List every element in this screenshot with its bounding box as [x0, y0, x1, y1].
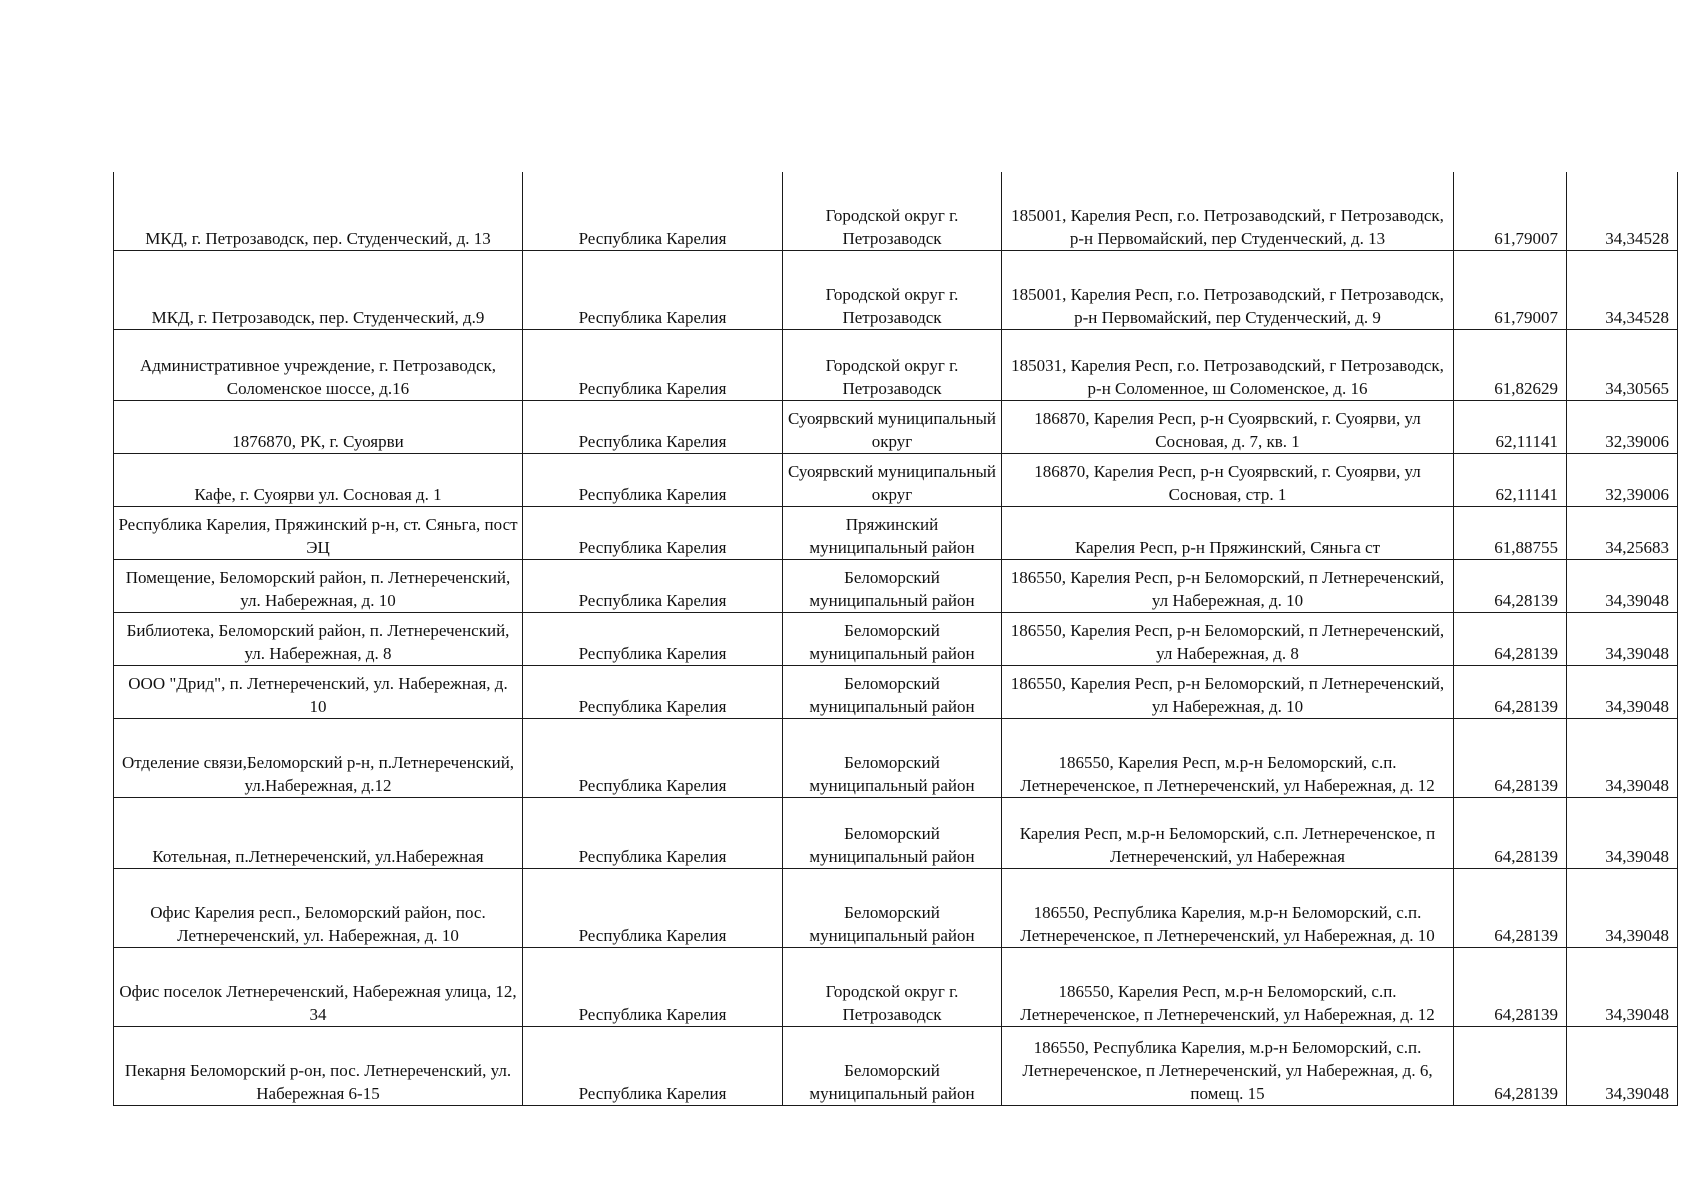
longitude-cell: 34,39048	[1567, 613, 1678, 666]
table-row	[114, 560, 1678, 613]
region-cell: Республика Карелия	[523, 251, 783, 330]
object-name-cell: Административное учреждение, г. Петрозаводск, Соломенское шоссе, д.16	[114, 330, 523, 401]
municipality-cell: Городской округ г. Петрозаводск	[783, 172, 1002, 251]
address-cell: 186550, Республика Карелия, м.р-н Беломорский, с.п. Летнереченское, п Летнереченский, ул Набережная, д. 6, помещ. 15	[1002, 1027, 1454, 1106]
table-row	[114, 869, 1678, 948]
longitude-cell: 34,39048	[1567, 719, 1678, 798]
region-cell: Республика Карелия	[523, 869, 783, 948]
longitude-cell: 34,39048	[1567, 798, 1678, 869]
latitude-cell: 61,82629	[1454, 330, 1567, 401]
object-name-cell: Помещение, Беломорский район, п. Летнереченский, ул. Набережная, д. 10	[114, 560, 523, 613]
longitude-cell: 34,39048	[1567, 869, 1678, 948]
object-name-cell: Офис поселок Летнереченский, Набережная улица, 12, 34	[114, 948, 523, 1027]
table-row	[114, 507, 1678, 560]
address-cell: 186550, Карелия Респ, м.р-н Беломорский, с.п. Летнереченское, п Летнереченский, ул Набережная, д. 12	[1002, 948, 1454, 1027]
address-cell: 185001, Карелия Респ, г.о. Петрозаводский, г Петрозаводск, р-н Первомайский, пер Студенческий, д. 13	[1002, 172, 1454, 251]
object-name-cell: МКД, г. Петрозаводск, пер. Студенческий, д.9	[114, 251, 523, 330]
latitude-cell: 61,79007	[1454, 172, 1567, 251]
address-cell: 185031, Карелия Респ, г.о. Петрозаводский, г Петрозаводск, р-н Соломенное, ш Соломенское, д. 16	[1002, 330, 1454, 401]
object-name-cell: Кафе, г. Суоярви ул. Сосновая д. 1	[114, 454, 523, 507]
object-name-cell: МКД, г. Петрозаводск, пер. Студенческий, д. 13	[114, 172, 523, 251]
table-row	[114, 666, 1678, 719]
region-cell: Республика Карелия	[523, 948, 783, 1027]
longitude-cell: 34,30565	[1567, 330, 1678, 401]
longitude-cell: 34,39048	[1567, 666, 1678, 719]
table-row	[114, 454, 1678, 507]
region-cell: Республика Карелия	[523, 613, 783, 666]
longitude-cell: 32,39006	[1567, 454, 1678, 507]
latitude-cell: 61,79007	[1454, 251, 1567, 330]
latitude-cell: 64,28139	[1454, 613, 1567, 666]
object-name-cell: Отделение связи,Беломорский р-н, п.Летнереченский, ул.Набережная, д.12	[114, 719, 523, 798]
municipality-cell: Беломорский муниципальный район	[783, 613, 1002, 666]
object-name-cell: 1876870, РК, г. Суоярви	[114, 401, 523, 454]
municipality-cell: Беломорский муниципальный район	[783, 869, 1002, 948]
address-cell: 186870, Карелия Респ, р-н Суоярвский, г. Суоярви, ул Сосновая, д. 7, кв. 1	[1002, 401, 1454, 454]
municipality-cell: Городской округ г. Петрозаводск	[783, 330, 1002, 401]
latitude-cell: 64,28139	[1454, 1027, 1567, 1106]
latitude-cell: 64,28139	[1454, 719, 1567, 798]
latitude-cell: 61,88755	[1454, 507, 1567, 560]
address-cell: 186550, Карелия Респ, р-н Беломорский, п Летнереченский, ул Набережная, д. 8	[1002, 613, 1454, 666]
longitude-cell: 34,34528	[1567, 172, 1678, 251]
region-cell: Республика Карелия	[523, 719, 783, 798]
object-name-cell: Котельная, п.Летнереченский, ул.Набережная	[114, 798, 523, 869]
table-row	[114, 172, 1678, 251]
latitude-cell: 64,28139	[1454, 869, 1567, 948]
region-cell: Республика Карелия	[523, 798, 783, 869]
address-cell: 186550, Карелия Респ, р-н Беломорский, п Летнереченский, ул Набережная, д. 10	[1002, 560, 1454, 613]
latitude-cell: 62,11141	[1454, 454, 1567, 507]
region-cell: Республика Карелия	[523, 507, 783, 560]
municipality-cell: Суоярвский муниципальный округ	[783, 454, 1002, 507]
address-cell: 186550, Карелия Респ, р-н Беломорский, п Летнереченский, ул Набережная, д. 10	[1002, 666, 1454, 719]
municipality-cell: Беломорский муниципальный район	[783, 1027, 1002, 1106]
region-cell: Республика Карелия	[523, 1027, 783, 1106]
municipality-cell: Городской округ г. Петрозаводск	[783, 948, 1002, 1027]
municipality-cell: Суоярвский муниципальный округ	[783, 401, 1002, 454]
object-name-cell: ООО "Дрид", п. Летнереченский, ул. Набережная, д. 10	[114, 666, 523, 719]
municipality-cell: Беломорский муниципальный район	[783, 719, 1002, 798]
municipality-cell: Пряжинский муниципальный район	[783, 507, 1002, 560]
latitude-cell: 64,28139	[1454, 560, 1567, 613]
table-row	[114, 948, 1678, 1027]
longitude-cell: 34,39048	[1567, 948, 1678, 1027]
region-cell: Республика Карелия	[523, 454, 783, 507]
municipality-cell: Беломорский муниципальный район	[783, 798, 1002, 869]
latitude-cell: 62,11141	[1454, 401, 1567, 454]
region-cell: Республика Карелия	[523, 401, 783, 454]
address-cell: 186550, Карелия Респ, м.р-н Беломорский, с.п. Летнереченское, п Летнереченский, ул Набережная, д. 12	[1002, 719, 1454, 798]
municipality-cell: Городской округ г. Петрозаводск	[783, 251, 1002, 330]
address-cell: Карелия Респ, р-н Пряжинский, Сяньга ст	[1002, 507, 1454, 560]
object-name-cell: Пекарня Беломорский р-он, пос. Летнереченский, ул. Набережная 6-15	[114, 1027, 523, 1106]
address-cell: 186870, Карелия Респ, р-н Суоярвский, г. Суоярви, ул Сосновая, стр. 1	[1002, 454, 1454, 507]
longitude-cell: 34,39048	[1567, 1027, 1678, 1106]
region-cell: Республика Карелия	[523, 172, 783, 251]
latitude-cell: 64,28139	[1454, 948, 1567, 1027]
objects-table	[113, 172, 1678, 1106]
region-cell: Республика Карелия	[523, 666, 783, 719]
address-cell: 186550, Республика Карелия, м.р-н Беломорский, с.п. Летнереченское, п Летнереченский, ул Набережная, д. 10	[1002, 869, 1454, 948]
longitude-cell: 34,25683	[1567, 507, 1678, 560]
table-row	[114, 1027, 1678, 1106]
municipality-cell: Беломорский муниципальный район	[783, 560, 1002, 613]
table-row	[114, 719, 1678, 798]
table-row	[114, 251, 1678, 330]
table-row	[114, 401, 1678, 454]
municipality-cell: Беломорский муниципальный район	[783, 666, 1002, 719]
table-row	[114, 330, 1678, 401]
latitude-cell: 64,28139	[1454, 666, 1567, 719]
latitude-cell: 64,28139	[1454, 798, 1567, 869]
longitude-cell: 32,39006	[1567, 401, 1678, 454]
address-cell: Карелия Респ, м.р-н Беломорский, с.п. Летнереченское, п Летнереченский, ул Набережная	[1002, 798, 1454, 869]
object-name-cell: Библиотека, Беломорский район, п. Летнереченский, ул. Набережная, д. 8	[114, 613, 523, 666]
longitude-cell: 34,34528	[1567, 251, 1678, 330]
table-row	[114, 613, 1678, 666]
address-cell: 185001, Карелия Респ, г.о. Петрозаводский, г Петрозаводск, р-н Первомайский, пер Студенческий, д. 9	[1002, 251, 1454, 330]
object-name-cell: Республика Карелия, Пряжинский р-н, ст. Сяньга, пост ЭЦ	[114, 507, 523, 560]
object-name-cell: Офис Карелия респ., Беломорский район, пос. Летнереченский, ул. Набережная, д. 10	[114, 869, 523, 948]
region-cell: Республика Карелия	[523, 560, 783, 613]
longitude-cell: 34,39048	[1567, 560, 1678, 613]
table-row	[114, 798, 1678, 869]
region-cell: Республика Карелия	[523, 330, 783, 401]
